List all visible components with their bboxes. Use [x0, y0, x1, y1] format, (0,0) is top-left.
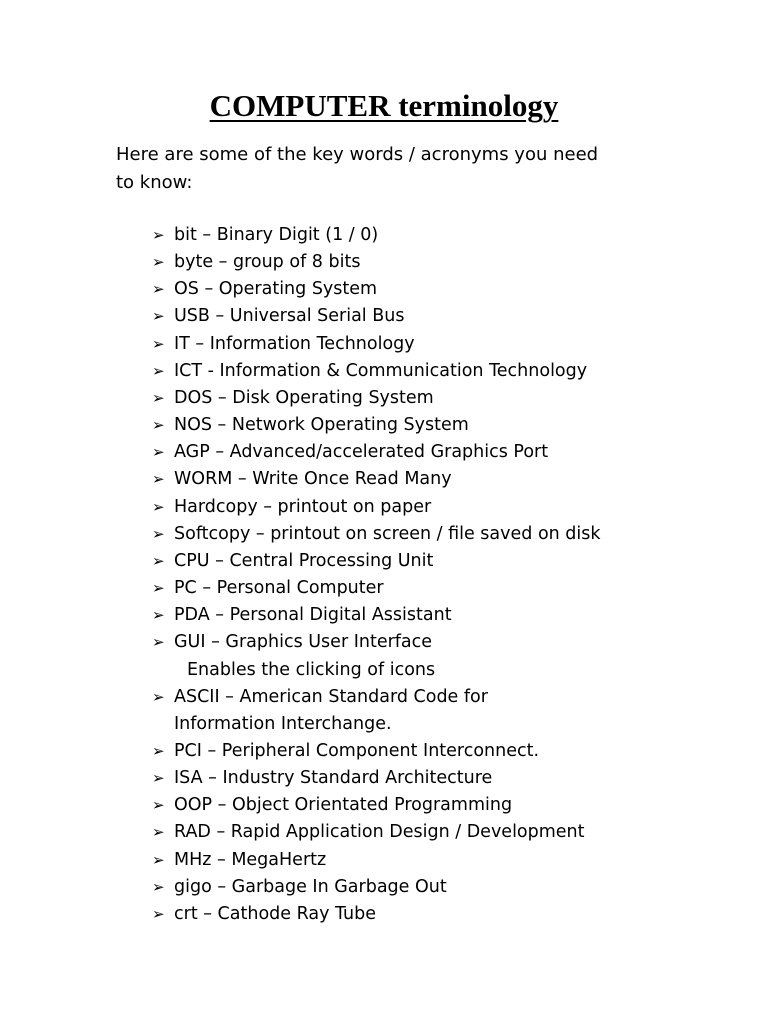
term-item [152, 521, 752, 548]
arrow-bullet-icon: ➢ [152, 334, 165, 353]
arrow-bullet-icon: ➢ [152, 823, 165, 842]
intro-line-2: to know: [116, 172, 193, 193]
term-text: PCI – Peripheral Component Interconnect. [174, 740, 540, 761]
arrow-bullet-icon: ➢ [152, 497, 165, 516]
term-item [152, 412, 752, 439]
term-text: byte – group of 8 bits [174, 252, 361, 273]
arrow-bullet-icon: ➢ [152, 280, 165, 299]
term-text: GUI – Graphics User Interface [174, 632, 433, 653]
term-item [152, 439, 752, 466]
arrow-bullet-icon: ➢ [152, 687, 165, 706]
term-item [152, 901, 752, 928]
arrow-bullet-icon: ➢ [152, 850, 165, 869]
term-item [152, 684, 752, 738]
term-item [152, 575, 752, 602]
term-text: gigo – Garbage In Garbage Out [174, 876, 447, 897]
term-text: AGP – Advanced/accelerated Graphics Port [174, 442, 549, 463]
arrow-bullet-icon: ➢ [152, 606, 165, 625]
arrow-bullet-icon: ➢ [152, 796, 165, 815]
arrow-bullet-icon: ➢ [152, 470, 165, 489]
term-text: DOS – Disk Operating System [174, 387, 434, 408]
arrow-bullet-icon: ➢ [152, 551, 165, 570]
arrow-bullet-icon: ➢ [152, 226, 165, 244]
term-item [152, 602, 752, 629]
terms-list [152, 222, 752, 928]
arrow-bullet-icon: ➢ [152, 579, 165, 598]
term-item [152, 385, 752, 412]
term-text: ICT - Information & Communication Technology [174, 360, 588, 381]
arrow-bullet-icon: ➢ [152, 904, 165, 923]
intro-paragraph [116, 141, 656, 197]
term-continuation: Information Interchange. [174, 713, 392, 734]
term-item [152, 819, 752, 846]
term-item [152, 792, 752, 819]
term-text: bit – Binary Digit (1 / 0) [174, 225, 379, 245]
term-item [152, 629, 752, 683]
term-text: IT – Information Technology [174, 333, 415, 354]
term-item [152, 494, 752, 521]
term-item [152, 303, 752, 330]
term-text: crt – Cathode Ray Tube [174, 903, 377, 924]
term-text: USB – Universal Serial Bus [174, 306, 405, 327]
term-text: PC – Personal Computer [174, 578, 384, 599]
term-text: OOP – Object Orientated Programming [174, 795, 513, 816]
term-text: OS – Operating System [174, 279, 378, 300]
arrow-bullet-icon: ➢ [152, 443, 165, 462]
arrow-bullet-icon: ➢ [152, 416, 165, 435]
term-item [152, 466, 752, 493]
term-item [152, 358, 752, 385]
term-item [152, 276, 752, 303]
term-item [152, 331, 752, 358]
term-text: Softcopy – printout on screen / file saved on disk [174, 523, 601, 544]
term-item [152, 874, 752, 901]
page-title [0, 84, 768, 128]
term-text: CPU – Central Processing Unit [174, 550, 434, 571]
term-item [152, 847, 752, 874]
arrow-bullet-icon: ➢ [152, 361, 165, 380]
arrow-bullet-icon: ➢ [152, 877, 165, 896]
term-item [152, 765, 752, 792]
term-text: RAD – Rapid Application Design / Development [174, 822, 585, 843]
arrow-bullet-icon: ➢ [152, 307, 165, 326]
arrow-bullet-icon: ➢ [152, 769, 165, 788]
term-text: WORM – Write Once Read Many [174, 469, 452, 490]
term-text: Hardcopy – printout on paper [174, 496, 432, 517]
term-item [152, 738, 752, 765]
arrow-bullet-icon: ➢ [152, 633, 165, 652]
term-item [152, 548, 752, 575]
intro-line-1: Here are some of the key words / acronyms you need [116, 144, 599, 165]
term-text: MHz – MegaHertz [174, 849, 327, 870]
term-text: PDA – Personal Digital Assistant [174, 605, 452, 626]
arrow-bullet-icon: ➢ [152, 253, 165, 272]
term-text: ASCII – American Standard Code for [174, 686, 488, 707]
arrow-bullet-icon: ➢ [152, 524, 165, 543]
term-text: ISA – Industry Standard Architecture [174, 768, 493, 789]
term-item [152, 222, 752, 249]
arrow-bullet-icon: ➢ [152, 388, 165, 407]
arrow-bullet-icon: ➢ [152, 741, 165, 760]
term-item [152, 249, 752, 276]
term-text: NOS – Network Operating System [174, 415, 469, 436]
page-title-text: COMPUTER terminology [209, 88, 559, 123]
term-continuation: Enables the clicking of icons [187, 659, 436, 680]
